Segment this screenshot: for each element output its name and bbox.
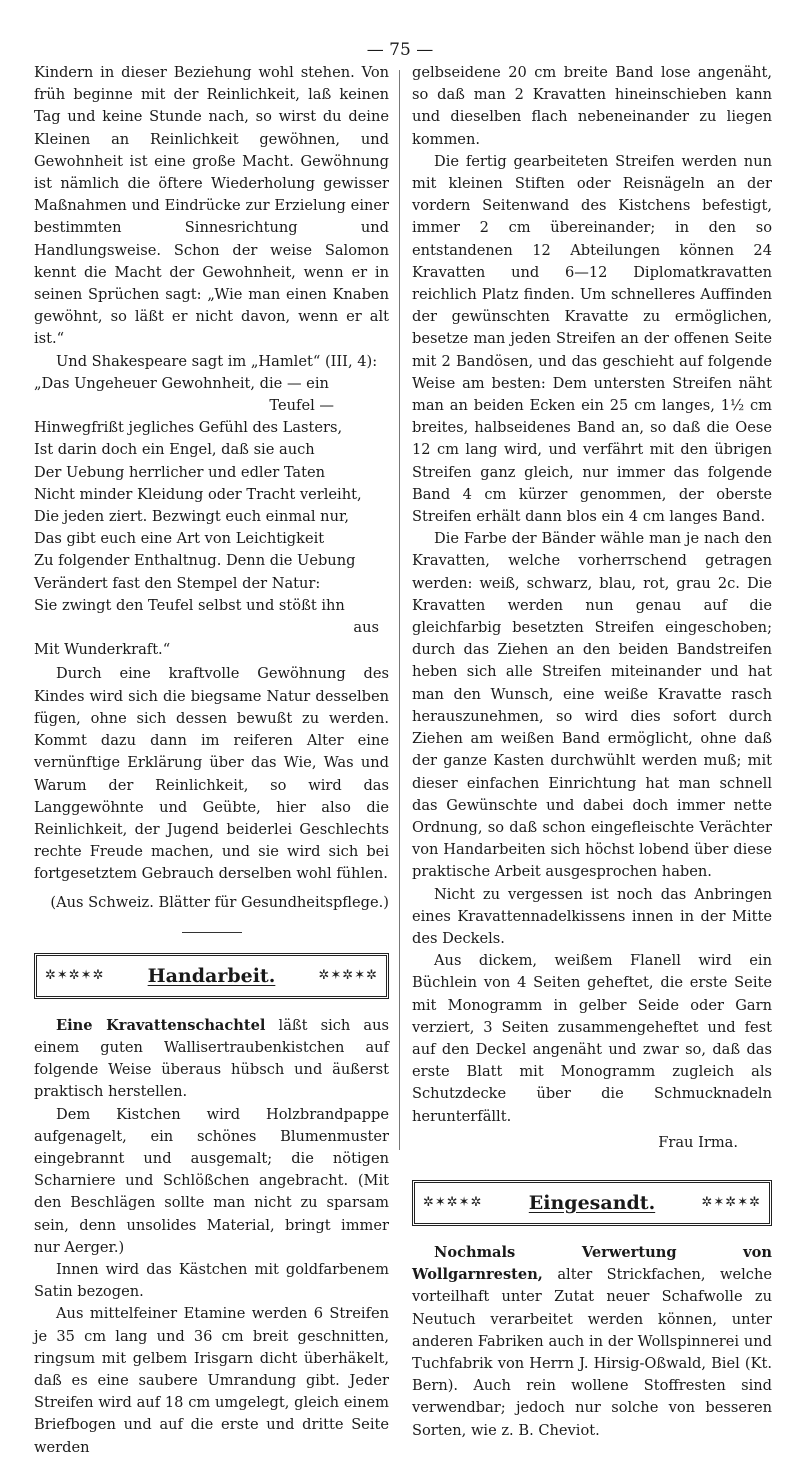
paragraph-streifen: Die fertig gearbeiteten Streifen werden nun mit kleinen Stiften oder Reisnägeln an der vordern Seitenwand des Kistchens befestigt, immer 2 cm übereinander; in den so entstandenen 12 Abteilungen können 24 Kravatten und 6—12 Diplomatkravatten reichlich Platz finden. Um schnelleres Auffinden der gewünschten Kravatte zu ermöglichen, besetze man jeden Streifen an der offenen Seite mit 2 Bandösen, und das geschieht auf folgende Weise am besten: Dem untersten Streifen näht man an beiden Ecken ein 25 cm langes, 1½ cm breites, halbseidenes Band an, so daß die Oese 12 cm lang wird, und verfährt mit den übrigen Streifen ganz gleich, nur immer das folgende Band 4 cm kürzer genommen, der oberste Streifen erhält dann blos ein 4 cm langes Band.	[412, 152, 772, 526]
right-column	[412, 62, 772, 1442]
poem-line: Sie zwingt den Teufel selbst und stößt ihn	[34, 596, 345, 614]
paragraph-satin: Innen wird das Kästchen mit goldfarbenem Satin bezogen.	[34, 1260, 389, 1301]
poem-line: aus	[353, 619, 379, 637]
poem-line: Zu folgender Enthaltnug. Denn die Uebung	[34, 552, 356, 570]
paragraph-shakespeare: Und Shakespeare sagt im „Hamlet“ (III, 4):	[56, 352, 378, 370]
paragraph-lead	[34, 1015, 389, 1104]
paragraph-habit: Durch eine kraftvolle Gewöhnung des Kindes wird sich die biegsame Natur desselben fügen, ohne sich dessen bewußt zu werden. Kommt dazu dann im reiferen Alter eine vernünftige Erklärung über das Wie, Was und Warum der Reinlichkeit, so wird das Langgewöhnte und Geübte, hier also die Reinlichkeit, der Jugend beiderlei Geschlechts rechte Freude machen, und sie wird sich bei fortgesetztem Gebrauch derselben wohl fühlen.	[34, 665, 389, 883]
paragraph-kistchen: Dem Kistchen wird Holzbrandpappe aufgenagelt, ein schönes Blumenmuster eingebrannt und ausgemalt; die nötigen Scharniere und Schlößchen angebracht. (Mit den Beschlägen sollte man nicht zu sparsam sein, denn unsolides Material, bringt immer nur Aerger.)	[34, 1105, 389, 1256]
paragraph-band: gelbseidene 20 cm breite Band lose angenäht, so daß man 2 Kravatten hineinschieben kann und dieselben flach nebeneinander zu liegen kommen.	[412, 64, 772, 148]
lead-rest: läßt sich aus einem guten Wallisertraubenkistchen auf folgende Weise überaus hübsch und äußerst praktisch herstellen.	[34, 1016, 389, 1101]
paragraph-etamine: Aus mittelfeiner Etamine werden 6 Streifen je 35 cm lang und 36 cm breit geschnitten, ringsum mit gelbem Irisgarn dicht überhäkelt, daß es eine saubere Umrandung gibt. Jeder Streifen wird auf 18 cm umgelegt, gleich einem Briefbogen und auf die erste und dritte Seite werden	[34, 1305, 389, 1456]
poem-line: Verändert fast den Stempel der Natur:	[34, 574, 321, 592]
poem-line: Hinwegfrißt jegliches Gefühl des Lasters,	[34, 419, 343, 437]
section-header-handarbeit	[34, 953, 389, 999]
ornament-right: ✲✶✲✶✲	[701, 1194, 761, 1210]
author-signature: Frau Irma.	[658, 1133, 738, 1151]
section-title: Eingesandt.	[528, 1191, 656, 1214]
column-divider	[399, 70, 400, 1150]
paragraph-farbe: Die Farbe der Bänder wähle man je nach den Kravatten, welche vorherrschend getragen werden: weiß, schwarz, blau, rot, grau 2c. Die Kravatten werden nun genau auf die gleichfarbig besetzten Streifen eingeschoben; durch das Ziehen an den beiden Bandstreifen heben sich alle Streifen miteinander und hat man den Wunsch, eine weiße Kravatte rasch herauszunehmen, so wird dies sofort durch Ziehen am weißen Band ermöglicht, ohne daß der ganze Kasten durchwühlt werden muß; mit dieser einfachen Einrichtung hat man schnell das Gewünschte und dabei doch immer nette Ordnung, so daß schon eingefleischte Verächter von Handarbeiten sich höchst lobend über diese praktische Arbeit ausgesprochen haben.	[412, 530, 772, 881]
paragraph-nadelkissen: Nicht zu vergessen ist noch das Anbringen eines Kravattennadelkissens innen in der Mitte des Deckels.	[412, 885, 772, 947]
left-column	[34, 62, 389, 1459]
source-citation: (Aus Schweiz. Blätter für Gesundheitspflege.)	[50, 893, 389, 911]
section-title: Handarbeit.	[147, 964, 276, 987]
paragraph-cleanliness: Kindern in dieser Beziehung wohl stehen. Von früh beginne mit der Reinlichkeit, laß keinen Tag und keine Stunde nach, so wirst du deine Kleinen an Reinlichkeit gewöhnen, und Gewohnheit ist eine große Macht. Gewöhnung ist nämlich die öftere Wiederholung gewisser Maßnahmen und Eindrücke zur Erzielung einer bestimmten Sinnesrichtung und Handlungsweise. Schon der weise Salomon kennt die Macht der Gewohnheit, wenn er in seinen Sprüchen sagt: „Wie man einen Knaben gewöhnt, so läßt er nicht davon, wenn er alt ist.“	[34, 64, 389, 348]
poem-line: Teufel —	[269, 397, 334, 415]
poem-line: Der Uebung herrlicher und edler Taten	[34, 463, 326, 481]
lead-bold: Nochmals Verwertung von Wollgarnresten,	[412, 1243, 772, 1284]
poem-line: Das gibt euch eine Art von Leichtigkeit	[34, 530, 325, 548]
paragraph-wollgarn	[412, 1242, 772, 1442]
ornament-left: ✲✶✲✶✲	[423, 1194, 483, 1210]
section-separator	[182, 932, 242, 933]
ornament-left: ✲✶✲✶✲	[45, 967, 105, 983]
section-header-eingesandt	[412, 1180, 772, 1226]
poem-line: „Das Ungeheuer Gewohnheit, die — ein	[34, 374, 329, 392]
poem-line: Ist darin doch ein Engel, daß sie auch	[34, 441, 315, 459]
page-number: — 75 —	[366, 40, 434, 60]
lead-bold: Eine Kravattenschachtel	[56, 1016, 266, 1034]
paragraph-flanell: Aus dickem, weißem Flanell wird ein Büchlein von 4 Seiten geheftet, die erste Seite mit Monogramm in gelber Seide oder Garn verziert, 3 Seiten zusammengeheftet und fest auf den Deckel angenäht und zwar so, daß das erste Blatt mit Monogramm zugleich als Schutzdecke über die Schmucknadeln herunterfällt.	[412, 952, 772, 1125]
poem-line: Nicht minder Kleidung oder Tracht verleiht,	[34, 485, 362, 503]
hamlet-quote	[34, 373, 389, 662]
poem-line: Die jeden ziert. Bezwingt euch einmal nur,	[34, 508, 349, 526]
poem-line: Mit Wunderkraft.“	[34, 641, 171, 659]
ornament-right: ✲✶✲✶✲	[318, 967, 378, 983]
lead-rest: alter Strickfachen, welche vorteilhaft unter Zutat neuer Schafwolle zu Neutuch verarbeitet werden können, unter anderen Fabriken auch in der Wollspinnerei und Tuchfabrik von Herrn J. Hirsig-Oßwald, Biel (Kt. Bern). Auch rein wollene Stoffresten sind verwendbar; jedoch nur solche von besseren Sorten, wie z. B. Cheviot.	[412, 1266, 772, 1439]
